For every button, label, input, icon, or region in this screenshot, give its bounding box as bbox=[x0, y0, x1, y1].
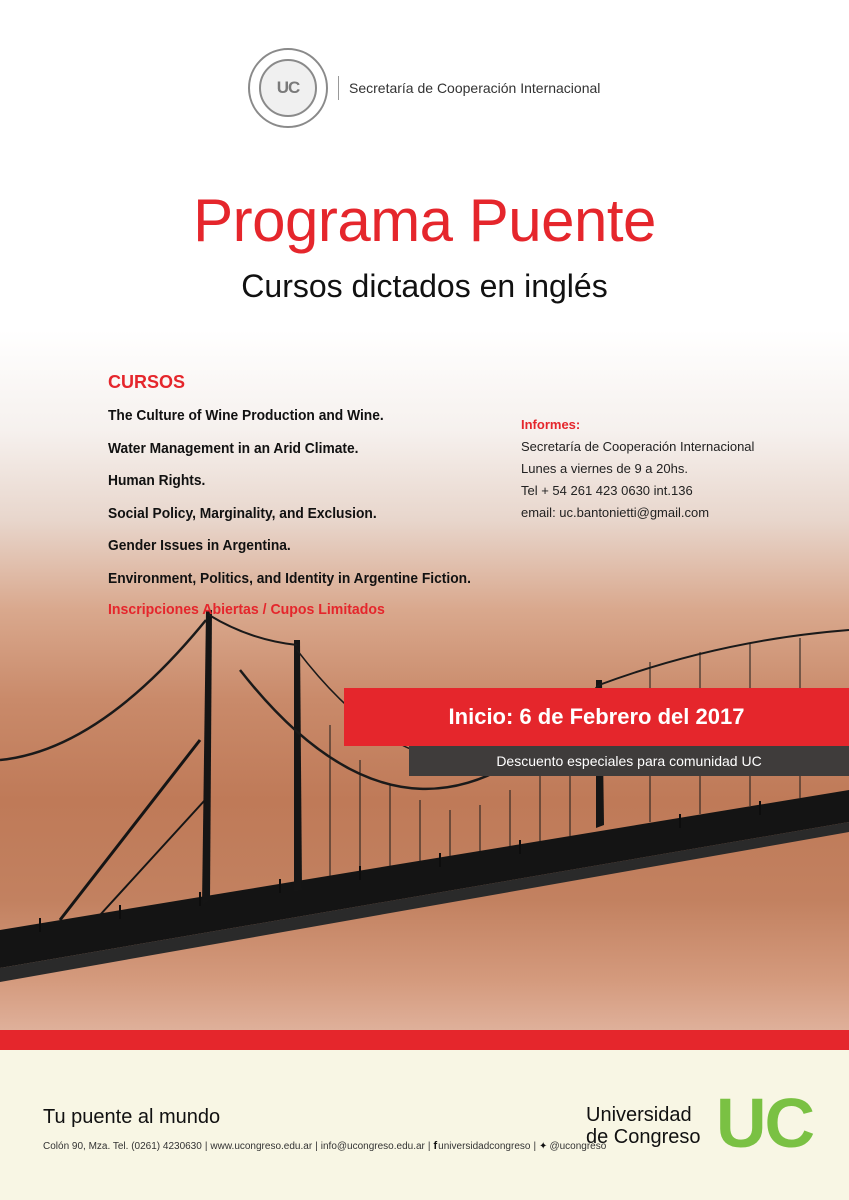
university-name bbox=[586, 1104, 701, 1148]
course-list bbox=[108, 406, 502, 601]
separator: | bbox=[533, 1140, 537, 1152]
course-item: Gender Issues in Argentina. bbox=[108, 537, 291, 554]
footer-tagline: Tu puente al mundo bbox=[43, 1106, 221, 1128]
course-item: Water Management in an Arid Climate. bbox=[108, 439, 359, 457]
course-item: Human Rights. bbox=[108, 472, 206, 489]
program-subtitle: Cursos dictados en inglés bbox=[241, 268, 608, 304]
discount-banner: Descuento especiales para comunidad UC bbox=[409, 746, 849, 776]
program-title: Programa Puente bbox=[193, 187, 656, 254]
footer-red-band bbox=[0, 1030, 849, 1050]
info-phone: Tel + 54 261 423 0630 int.136 bbox=[521, 483, 693, 498]
institution-header bbox=[248, 48, 600, 128]
course-item: Social Policy, Marginality, and Exclusion. bbox=[108, 504, 377, 522]
info-email: email: uc.bantonietti@gmail.com bbox=[521, 505, 710, 520]
footer-facebook-link[interactable]: universidadcongreso bbox=[438, 1140, 531, 1152]
course-item: Environment, Politics, and Identity in Argentine Fiction. bbox=[108, 569, 471, 587]
footer-website-link[interactable]: www.ucongreso.edu.ar bbox=[210, 1140, 313, 1152]
department-name: Secretaría de Cooperación Internacional bbox=[349, 80, 601, 96]
header-divider bbox=[338, 76, 339, 100]
info-title: Informes: bbox=[521, 417, 581, 432]
uc-logo: UC bbox=[716, 1084, 814, 1162]
course-item: The Culture of Wine Production and Wine. bbox=[108, 407, 384, 424]
separator: | bbox=[204, 1140, 208, 1152]
university-name-line2: de Congreso bbox=[586, 1126, 701, 1148]
contact-info-block bbox=[521, 414, 754, 524]
university-name-line1: Universidad bbox=[586, 1104, 692, 1126]
twitter-icon: ✦ bbox=[539, 1140, 548, 1152]
footer-twitter-link[interactable]: @ucongreso bbox=[549, 1140, 607, 1152]
footer-email-link[interactable]: info@ucongreso.edu.ar bbox=[320, 1140, 425, 1152]
seal-letters: UC bbox=[276, 78, 300, 97]
info-office: Secretaría de Cooperación Internacional bbox=[521, 439, 755, 454]
courses-heading: CURSOS bbox=[108, 372, 186, 392]
bridge-silhouette bbox=[0, 600, 849, 1020]
university-seal-icon bbox=[248, 48, 328, 128]
separator: | bbox=[427, 1140, 431, 1152]
footer-contact-line bbox=[43, 1140, 606, 1152]
footer-address: Colón 90, Mza. Tel. (0261) 4230630 bbox=[43, 1140, 202, 1152]
start-date-banner: Inicio: 6 de Febrero del 2017 bbox=[344, 688, 849, 746]
separator: | bbox=[315, 1140, 318, 1152]
enrollment-notice: Inscripciones Abiertas / Cupos Limitados bbox=[108, 601, 385, 618]
info-hours: Lunes a viernes de 9 a 20hs. bbox=[521, 461, 688, 476]
facebook-icon: f bbox=[433, 1140, 438, 1152]
